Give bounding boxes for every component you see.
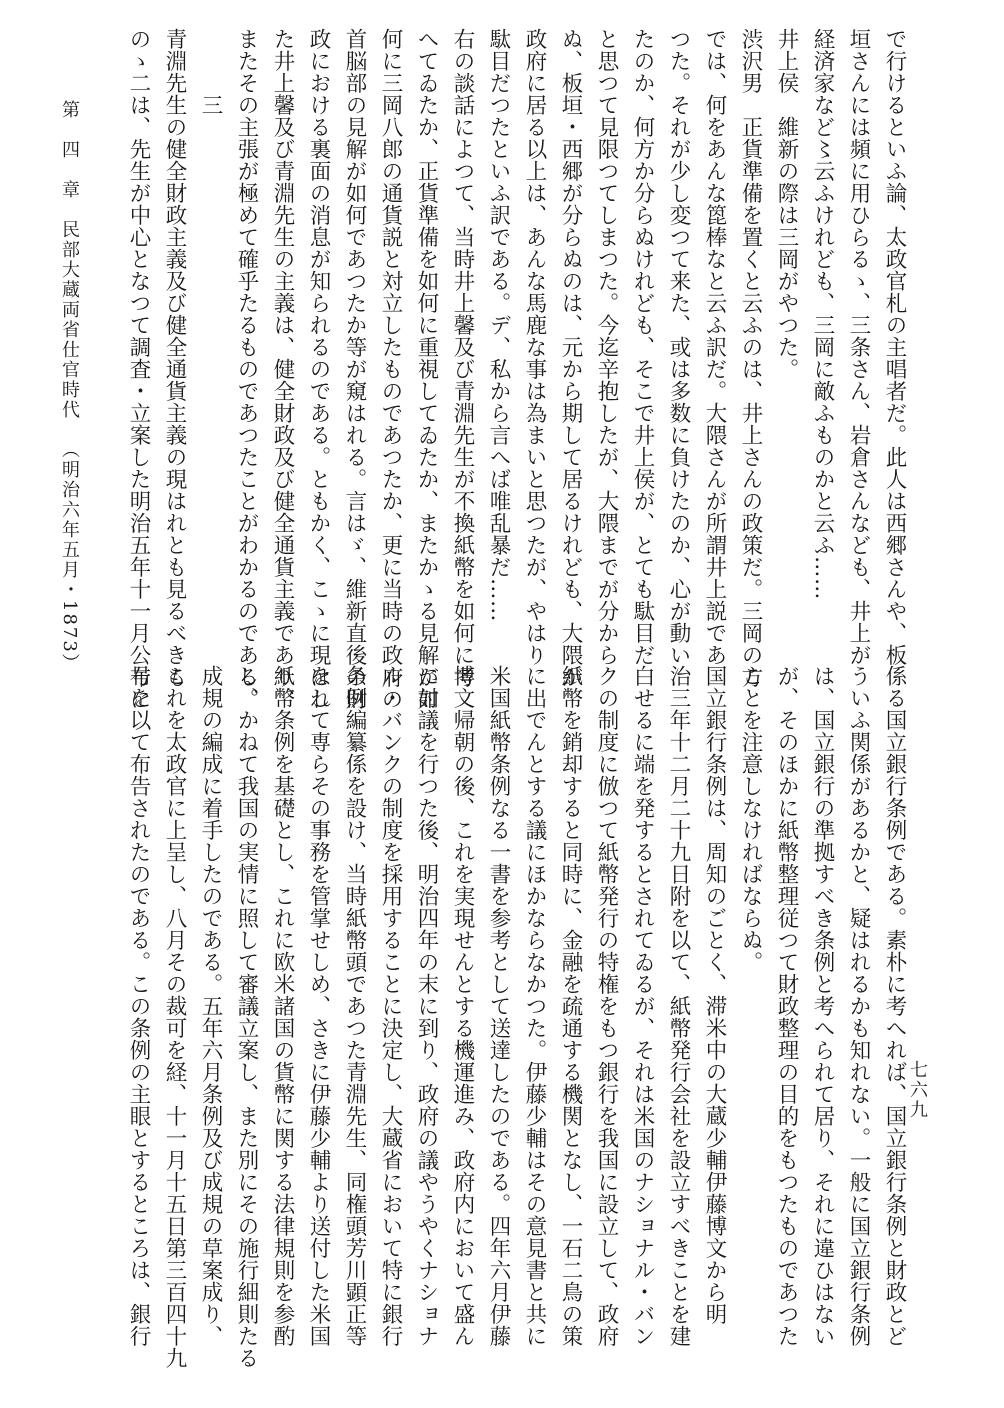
text-column: 紙幣条例を基礎とし、これに欧米諸国の貨幣に関する法律規則を参酌 [270,665,295,1347]
text-column: つた。それが少し変つて来た、或は多数に負けたのか、心が動い [666,28,691,666]
text-column: 三 [198,28,223,116]
text-column: へてゐたか、正貨準備を如何に重視してゐたか、またかゝる見解が如 [414,28,439,710]
text-column: のゝ二は、先生が中心となつて調査・立案した明治五年十一月公布に [126,28,151,710]
text-column: は、国立銀行の準拠すべき条例と考へられて居り、それに違ひはない [810,665,835,1347]
text-column: 駄目だつたといふ訳である。デ、私から言へば唯乱暴だ…… [486,28,511,622]
top-text-block [120,28,912,710]
chapter-label: 第 四 章 [59,100,80,200]
text-column: 政における裏面の消息が知られるのである。ともかく、こゝに現はれ [306,28,331,710]
running-header [55,100,83,674]
text-column: 青淵先生の健全財政主義及び健全通貨主義の現はれとも見るべきも [162,28,187,688]
text-column: と思つて見限つてしまつた。今迄辛抱したが、大隈までが分から [594,28,619,666]
bottom-text-block [120,665,912,1369]
text-column: 治三年十二月二十九日附を以て、紙幣発行会社を設立すべきことを建 [666,665,691,1347]
chapter-title: 民部大蔵両省仕官時代 [59,220,80,420]
text-column: 右の談話によつて、当時井上馨及び青淵先生が不換紙幣を如何に考 [450,28,475,688]
text-column: 号を以て布告されたのである。この条例の主眼とするところは、銀行 [126,665,151,1347]
text-column: し、かねて我国の実情に照して審議立案し、また別にその施行細則たる [234,665,259,1369]
chapter-period: （明治六年五月・1873） [59,440,80,674]
text-column: 係る国立銀行条例である。素朴に考へれば、国立銀行条例と財政とど [882,665,907,1347]
text-column: ことを注意しなければならぬ。 [738,665,763,973]
text-column: ル・バンクの制度を採用することに決定し、大蔵省において特に銀行 [378,665,403,1347]
text-column: 米国紙幣条例なる一書を参考として送達したのである。四年六月伊藤 [486,665,511,1347]
text-column: 成規の編成に着手したのである。五年六月条例及び成規の草案成り、 [198,665,223,1347]
text-column: 紙幣を銷却すると同時に、金融を疏通する機関となし、一石二鳥の策 [558,665,583,1347]
text-column: 条例編纂係を設け、当時紙幣頭であつた青淵先生、同権頭芳川顕正等 [342,665,367,1347]
text-column: ぬ、板垣・西郷が分らぬのは、元から期して居るけれども、大隈が [558,28,583,688]
text-column: で行けるといふ論、太政官札の主唱者だ。此人は西郷さんや、板 [882,28,907,666]
text-column: に討議を行つた後、明治四年の末に到り、政府の議やうやくナショナ [414,665,439,1347]
text-column: に出でんとする議にほかならなかつた。伊藤少輔はその意見書と共に [522,665,547,1347]
text-column: 経済家など〻云ふけれども、三岡に敵ふものかと云ふ…… [810,28,835,600]
text-column: 何に三岡八郎の通貨説と対立したものであつたか、更に当時の政府の [378,28,403,710]
text-column: 首脳部の見解が如何であつたか等が窺はれる。言はゞ、維新直後の財 [342,28,367,710]
text-column: 政府に居る以上は、あんな馬鹿な事は為まいと思つたが、やはり [522,28,547,666]
text-column: またその主張が極めて確乎たるものであつたことがわかるのである。 [234,28,259,710]
text-column: た井上馨及び青淵先生の主義は、健全財政及び健全通貨主義であり、 [270,28,295,710]
text-column: をして専らその事務を管掌せしめ、さきに伊藤少輔より送付した米国 [306,665,331,1347]
text-column: 白せるに端を発するとされてゐるが、それは米国のナショナル・バン [630,665,655,1347]
text-column: たのか、何方か分らぬけれども、そこで井上侯が、とても駄目だ [630,28,655,666]
text-column: 渋沢男 正貨準備を置くと云ふのは、井上さんの政策だ。三岡の方 [738,28,763,688]
text-column: 博文帰朝の後、これを実現せんとする機運進み、政府内において盛ん [450,665,475,1347]
text-column: では、何をあんな箆棒なと云ふ訳だ。大隈さんが所謂井上説であ [702,28,727,666]
text-column: が、そのほかに紙幣整理従つて財政整理の目的をもつたものであつた [774,665,799,1347]
text-column: 垣さんには頻に用ひらるゝ、三条さん、岩倉さんなども、井上が [846,28,871,666]
text-column: これを太政官に上呈し、八月その裁可を経、十一月十五日第三百四十九 [162,665,187,1369]
text-column: 井上侯 維新の際は三岡がやつた。 [774,28,799,380]
text-column: ういふ関係があるかと、疑はれるかも知れない。一般に国立銀行条例 [846,665,871,1347]
text-column: 国立銀行条例は、周知のごとく、滞米中の大蔵少輔伊藤博文から明 [702,665,727,1325]
text-column: クの制度に倣つて紙幣発行の特権をもつ銀行を我国に設立して、政府 [594,665,619,1347]
page-number: 七六九 [907,1060,928,1120]
